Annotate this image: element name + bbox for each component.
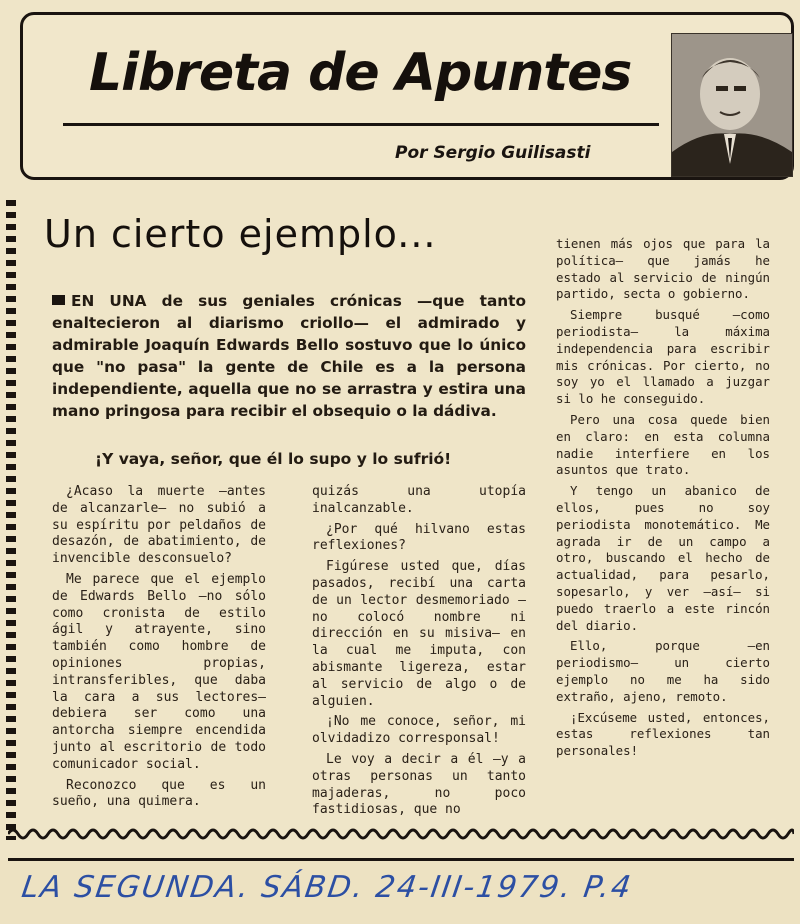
bottom-wavy-border <box>8 826 794 842</box>
paragraph: Siempre busqué —como periodista— la máxima independencia para escribir mis crónicas. Por cierto, no soy yo el llamado a juzgar si lo he conseguido. <box>556 307 770 407</box>
lead-bullet-icon <box>52 295 65 305</box>
article-column-2 <box>312 484 526 823</box>
article-column-1 <box>52 484 266 815</box>
paragraph: Pero una cosa quede bien en claro: en esta columna nadie interfiere en los asuntos que trato. <box>556 411 770 478</box>
paragraph: ¡Excúseme usted, entonces, estas reflexiones tan personales! <box>556 709 770 759</box>
author-byline: Por Sergio Guilisasti <box>395 143 591 163</box>
paragraph: Y tengo un abanico de ellos, pues no soy periodista monotemático. Me agrada ir de un campo a otro, buscando el hecho de actualidad, para pesarlo, sopesarlo, y ver —así— si puedo traerlo a este rincón del diario. <box>556 483 770 633</box>
paragraph: Ello, porque —en periodismo— un cierto ejemplo no me ha sido extraño, ajeno, remoto. <box>556 638 770 704</box>
paragraph: Le voy a decir a él —y a otras personas un tanto majaderas, no poco fastidiosas, que no <box>312 751 526 818</box>
column-masthead: Libreta de Apuntes <box>89 43 632 103</box>
author-portrait-image <box>672 34 792 176</box>
article-headline: Un cierto ejemplo... <box>44 212 437 256</box>
paragraph: Reconozco que es un sueño, una quimera. <box>52 777 266 810</box>
pull-quote: ¡Y vaya, señor, que él lo supo y lo sufrió! <box>95 450 452 468</box>
bottom-rule <box>8 858 794 861</box>
article-lead-paragraph <box>52 290 526 422</box>
paragraph: ¡No me conoce, señor, mi olvidadizo corresponsal! <box>312 714 526 747</box>
paragraph: Me parece que el ejemplo de Edwards Bello —no sólo como cronista de estilo ágil y atrayente, sino también como hombre de opiniones propias, intransferibles, que daba la cara a sus lectores— debiera ser como una antorcha siempre encendida junto al escritorio de todo comunicador social. <box>52 571 266 772</box>
article-column-3 <box>556 236 770 764</box>
paragraph: quizás una utopía inalcanzable. <box>312 484 526 516</box>
header-divider <box>63 123 659 126</box>
left-decorative-border <box>6 200 16 840</box>
author-photo <box>671 33 793 177</box>
paragraph: tienen más ojos que para la política— que jamás he estado al servicio de ningún partido, secta o gobierno. <box>556 236 770 302</box>
lead-text: EN UNA de sus geniales crónicas —que tanto enaltecieron al diarismo criollo— el admirado y admirable Joaquín Edwards Bello sostuvo que lo único que "no pasa" la gente de Chile es a la persona independiente, aquella que no se arrastra y estira una mano pringosa para recibir el obsequio o la dádiva. <box>52 292 526 420</box>
paragraph: ¿Acaso la muerte —antes de alcanzarle— no subió a su espíritu por peldaños de desazón, de abatimiento, de invencible desconsuelo? <box>52 484 266 567</box>
handwritten-source-annotation: LA SEGUNDA. SÁBD. 24-III-1979. P.4 <box>19 870 635 905</box>
paragraph: Figúrese usted que, días pasados, recibí una carta de un lector desmemoriado —no colocó nombre ni dirección en su misiva— en la cual me imputa, con abismante ligereza, estar al servicio de algo o de alguien. <box>312 559 526 709</box>
column-header-box <box>20 12 794 180</box>
paragraph: ¿Por qué hilvano estas reflexiones? <box>312 521 526 554</box>
